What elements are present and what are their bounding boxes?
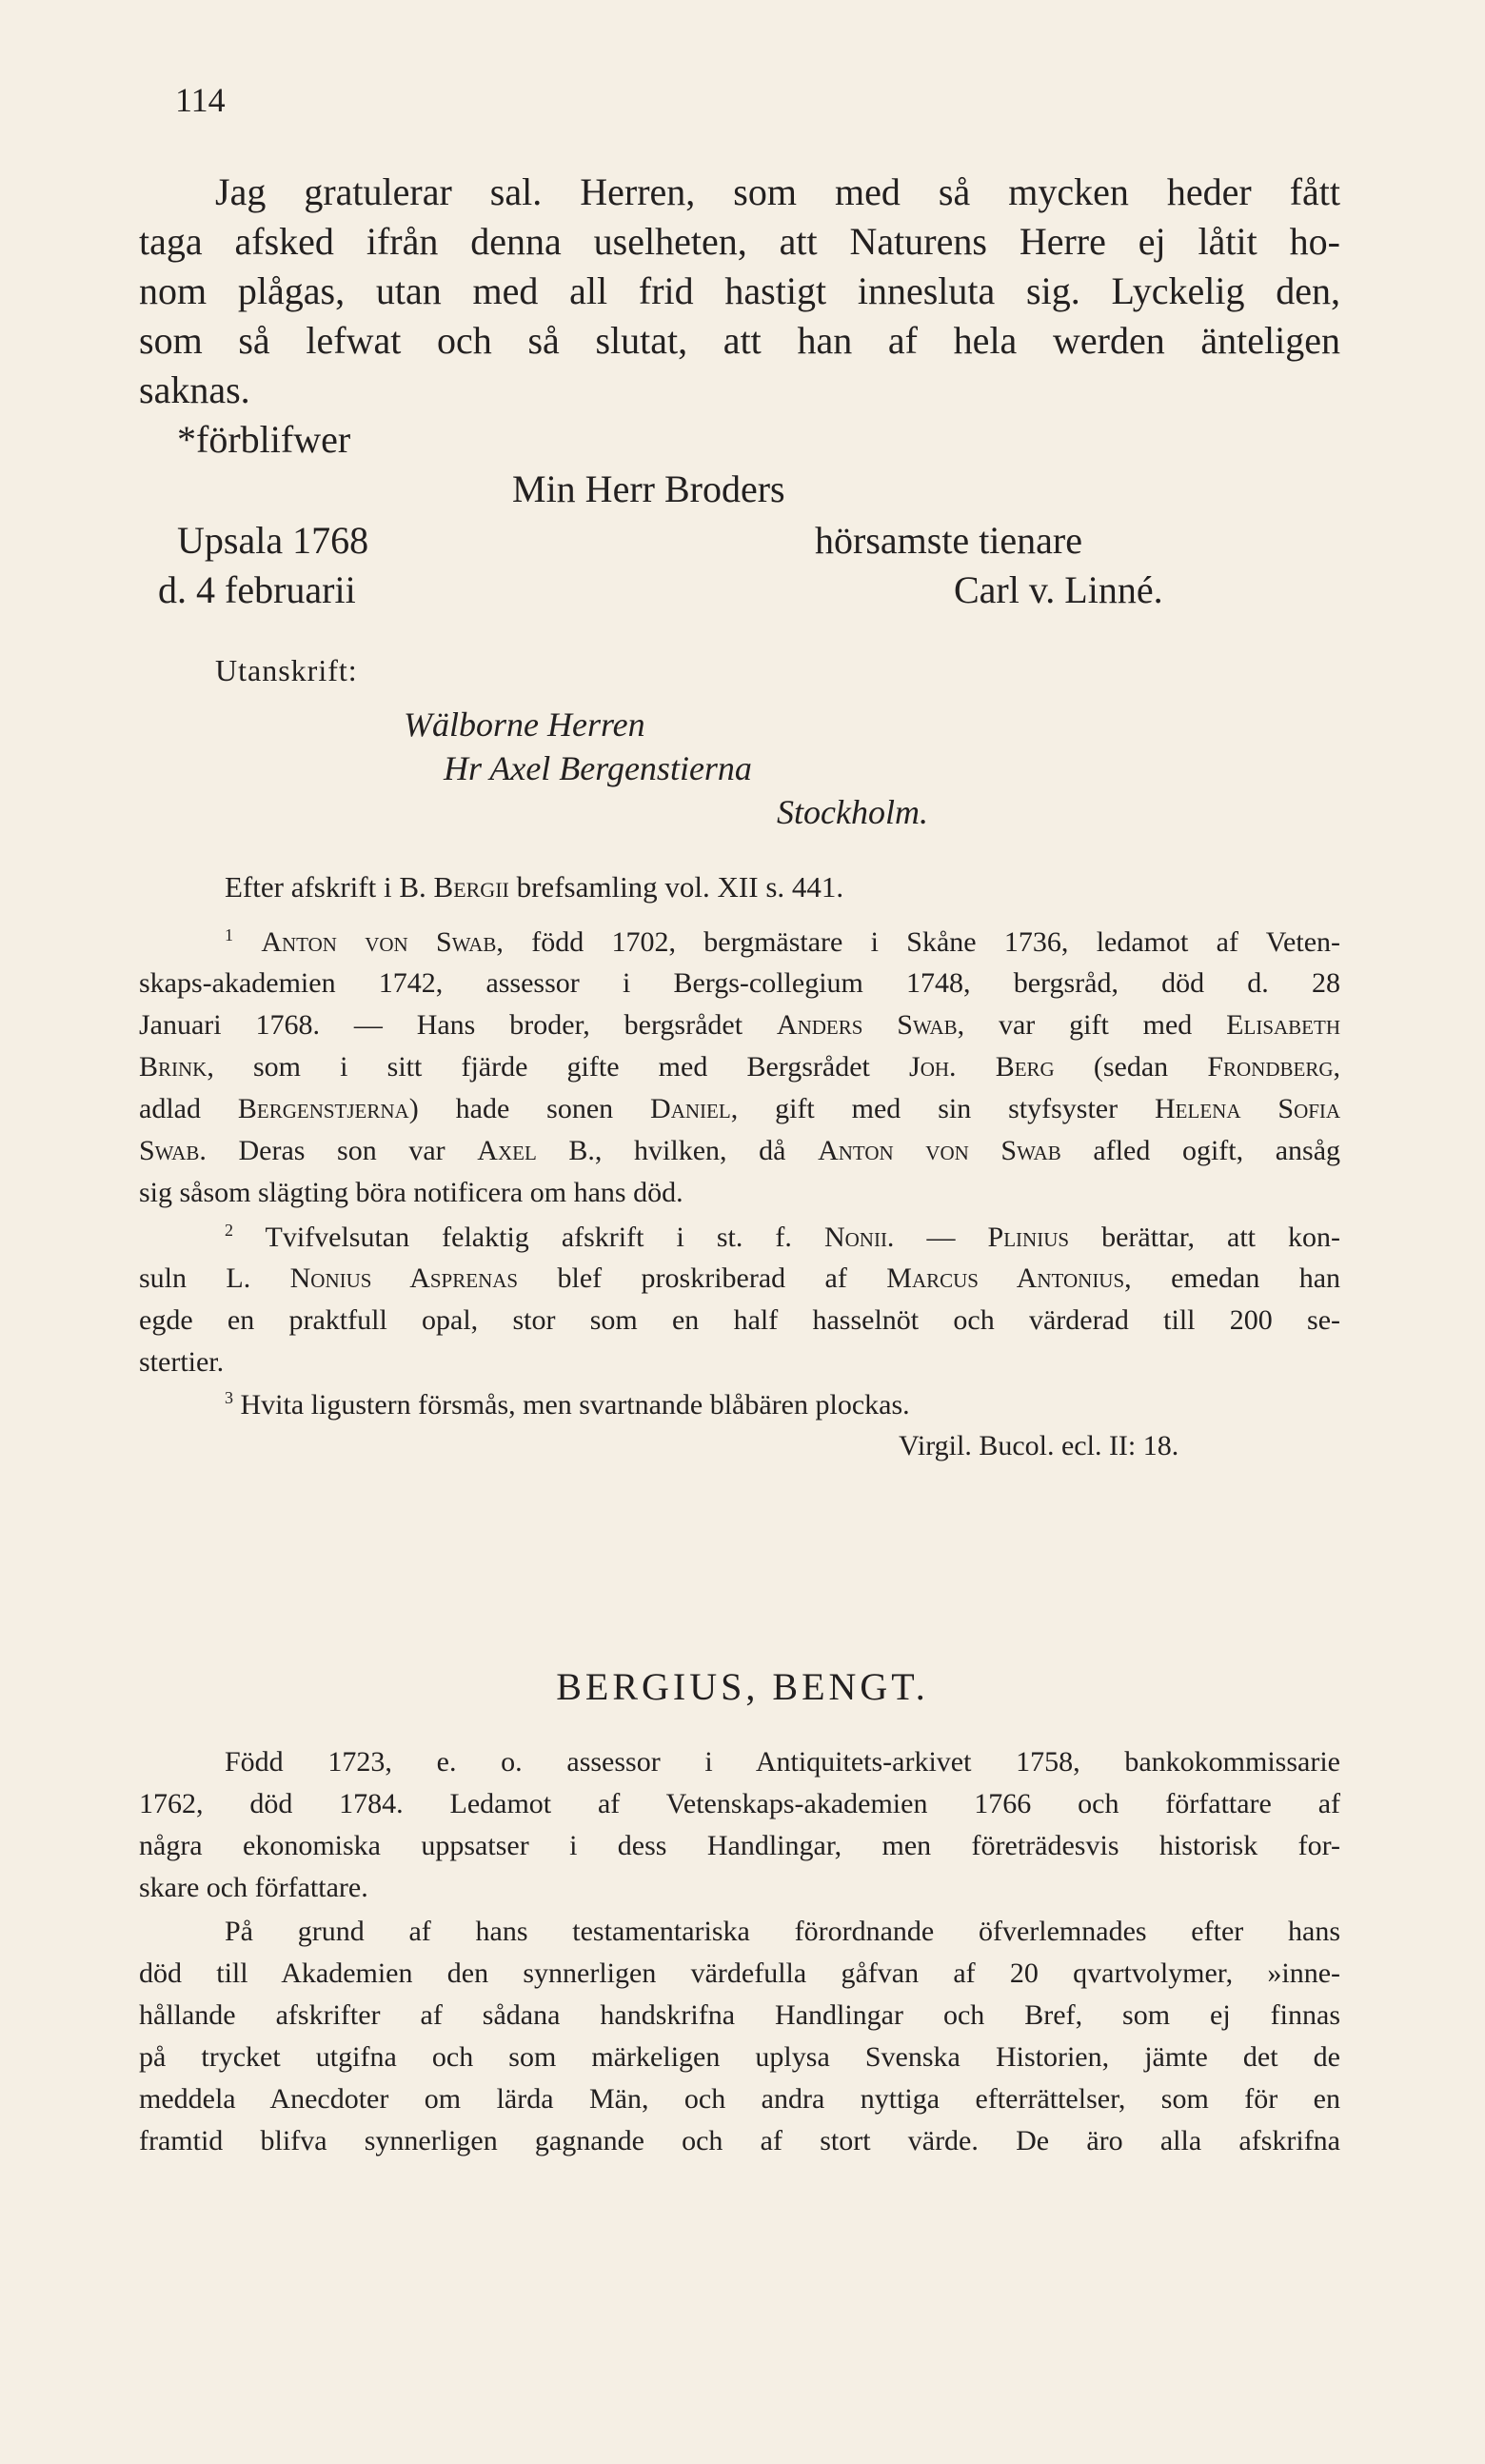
date-text: d. 4 februarii <box>158 568 356 611</box>
page-number: 114 <box>175 81 226 119</box>
footnote-text: blef proskriberad af <box>557 1262 847 1294</box>
address-label: Utanskrift: <box>215 653 358 687</box>
section-line-1: Född 1723, e. o. assessor i Antiquitets-arkivet 1758, bankokommissarie <box>225 1746 1340 1778</box>
footnote-text: emedan han <box>1171 1262 1341 1294</box>
address-line-1: Wälborne Herren <box>404 705 645 744</box>
footnote-text: Hvita ligustern försmås, men svartnande blåbären plockas. <box>240 1389 910 1421</box>
person-name: Elisabeth <box>1226 1009 1340 1041</box>
letter-line-5: saknas. <box>139 368 250 411</box>
person-name: Axel B., <box>477 1135 603 1166</box>
footnote-text: suln L. <box>139 1262 251 1294</box>
footnote-3-citation: Virgil. Bucol. ecl. II: 18. <box>899 1430 1179 1461</box>
footnote-1-line-3 <box>139 1009 1340 1042</box>
person-name: Frondberg, <box>1207 1051 1341 1083</box>
place-text: Upsala 1768 <box>177 519 369 562</box>
footnote-3-line-1 <box>225 1388 910 1421</box>
letter-line-3: nom plågas, utan med all frid hastigt innesluta sig. Lyckelig den, <box>139 269 1340 312</box>
section-line-9: meddela Anecdoter om lärda Män, och andra nyttiga efterrättelser, som för en <box>139 2083 1340 2115</box>
footnote-text: född 1702, bergmästare i Skåne 1736, ledamot af Veten- <box>531 926 1341 958</box>
footnote-2-line-1 <box>225 1221 1340 1254</box>
footnote-1-line-2: skaps-akademien 1742, assessor i Bergs-collegium 1748, bergsråd, död d. 28 <box>139 967 1340 999</box>
closing-text: Min Herr Broders <box>512 467 785 510</box>
footnote-text: berättar, att kon- <box>1101 1222 1341 1253</box>
footnote-text: Deras son var <box>238 1135 446 1166</box>
forblifwer-text: *förblifwer <box>177 418 351 461</box>
person-name: Marcus Antonius, <box>886 1262 1132 1294</box>
person-name: Brink, <box>139 1051 214 1083</box>
footnote-text: som i sitt fjärde gifte med Bergsrådet <box>253 1051 870 1083</box>
source-suffix: brefsamling vol. XII s. 441. <box>516 870 844 904</box>
footnote-1-line-7: sig såsom slägting böra notificera om hans död. <box>139 1177 683 1208</box>
footnote-text: var gift med <box>998 1009 1193 1041</box>
person-name: Daniel, <box>650 1093 739 1124</box>
person-name: Bergenstjerna) <box>237 1093 419 1124</box>
footnote-text: adlad <box>139 1093 201 1124</box>
section-line-8: på trycket utgifna och som märkeligen uplysa Svenska Historien, jämte det de <box>139 2041 1340 2073</box>
footnote-1-line-5 <box>139 1093 1340 1125</box>
person-name: Nonius Asprenas <box>289 1262 519 1294</box>
person-name: Helena Sofia <box>1155 1093 1341 1124</box>
footnote-2-marker: 2 <box>225 1221 233 1240</box>
section-line-2: 1762, död 1784. Ledamot af Vetenskaps-akademien 1766 och författare af <box>139 1788 1340 1819</box>
footnote-text: afled ogift, ansåg <box>1093 1135 1341 1166</box>
footnote-text: hade sonen <box>455 1093 614 1124</box>
footnote-2-line-4: stertier. <box>139 1346 225 1378</box>
footnote-1-line-6 <box>139 1135 1340 1167</box>
footnote-2-line-2 <box>139 1262 1340 1295</box>
source-note <box>225 870 843 904</box>
section-line-6: död till Akademien den synnerligen värdefulla gåfvan af 20 qvartvolymer, »inne- <box>139 1957 1340 1989</box>
section-line-5: På grund af hans testamentariska förordnande öfverlemnades efter hans <box>225 1916 1340 1947</box>
section-line-7: hållande afskrifter af sådana handskrifna Handlingar och Bref, som ej finnas <box>139 1999 1340 2031</box>
section-line-10: framtid blifva synnerligen gagnande och af stort värde. De äro alla afskrifna <box>139 2125 1340 2156</box>
footnote-text: Tvifvelsutan felaktig afskrift i st. f. <box>265 1222 792 1253</box>
person-name: Joh. Berg <box>909 1051 1055 1083</box>
signature-text: Carl v. Linné. <box>954 568 1163 611</box>
footnote-1-line-4 <box>139 1051 1340 1083</box>
footnote-text: — <box>926 1222 956 1253</box>
footnote-1-marker: 1 <box>225 925 233 944</box>
tienare-text: hörsamste tienare <box>815 519 1082 562</box>
letter-line-2: taga afsked ifrån denna uselheten, att Naturens Herre ej låtit ho- <box>139 220 1340 263</box>
footnote-text: hvilken, då <box>634 1135 786 1166</box>
source-prefix: Efter afskrift i B. <box>225 870 426 904</box>
person-name: Nonii. <box>823 1222 895 1253</box>
person-name: Anton von Swab <box>818 1135 1061 1166</box>
person-name: Plinius <box>987 1222 1070 1253</box>
section-line-3: några ekonomiska uppsatser i dess Handlingar, men företrädesvis historisk for- <box>139 1830 1340 1861</box>
person-name: Swab. <box>139 1135 207 1166</box>
footnote-3-marker: 3 <box>225 1388 233 1407</box>
footnote-2-line-3: egde en praktfull opal, stor som en half hasselnöt och värderad till 200 se- <box>139 1304 1340 1336</box>
footnote-1-line-1 <box>225 925 1340 959</box>
person-name: Anton von Swab, <box>261 926 504 958</box>
letter-line-1: Jag gratulerar sal. Herren, som med så mycken heder fått <box>215 170 1340 213</box>
footnote-text: Januari 1768. — Hans broder, bergsrådet <box>139 1009 743 1041</box>
address-line-3: Stockholm. <box>777 793 928 831</box>
section-heading: BERGIUS, BENGT. <box>556 1665 929 1708</box>
footnote-text: (sedan <box>1093 1051 1169 1083</box>
letter-line-4: som så lefwat och så slutat, att han af hela werden änteligen <box>139 319 1340 362</box>
section-line-4: skare och författare. <box>139 1872 368 1903</box>
source-name: Bergii <box>433 870 509 904</box>
address-line-2: Hr Axel Bergenstierna <box>444 749 752 787</box>
person-name: Anders Swab, <box>776 1009 965 1041</box>
footnote-text: gift med sin styfsyster <box>775 1093 1119 1124</box>
